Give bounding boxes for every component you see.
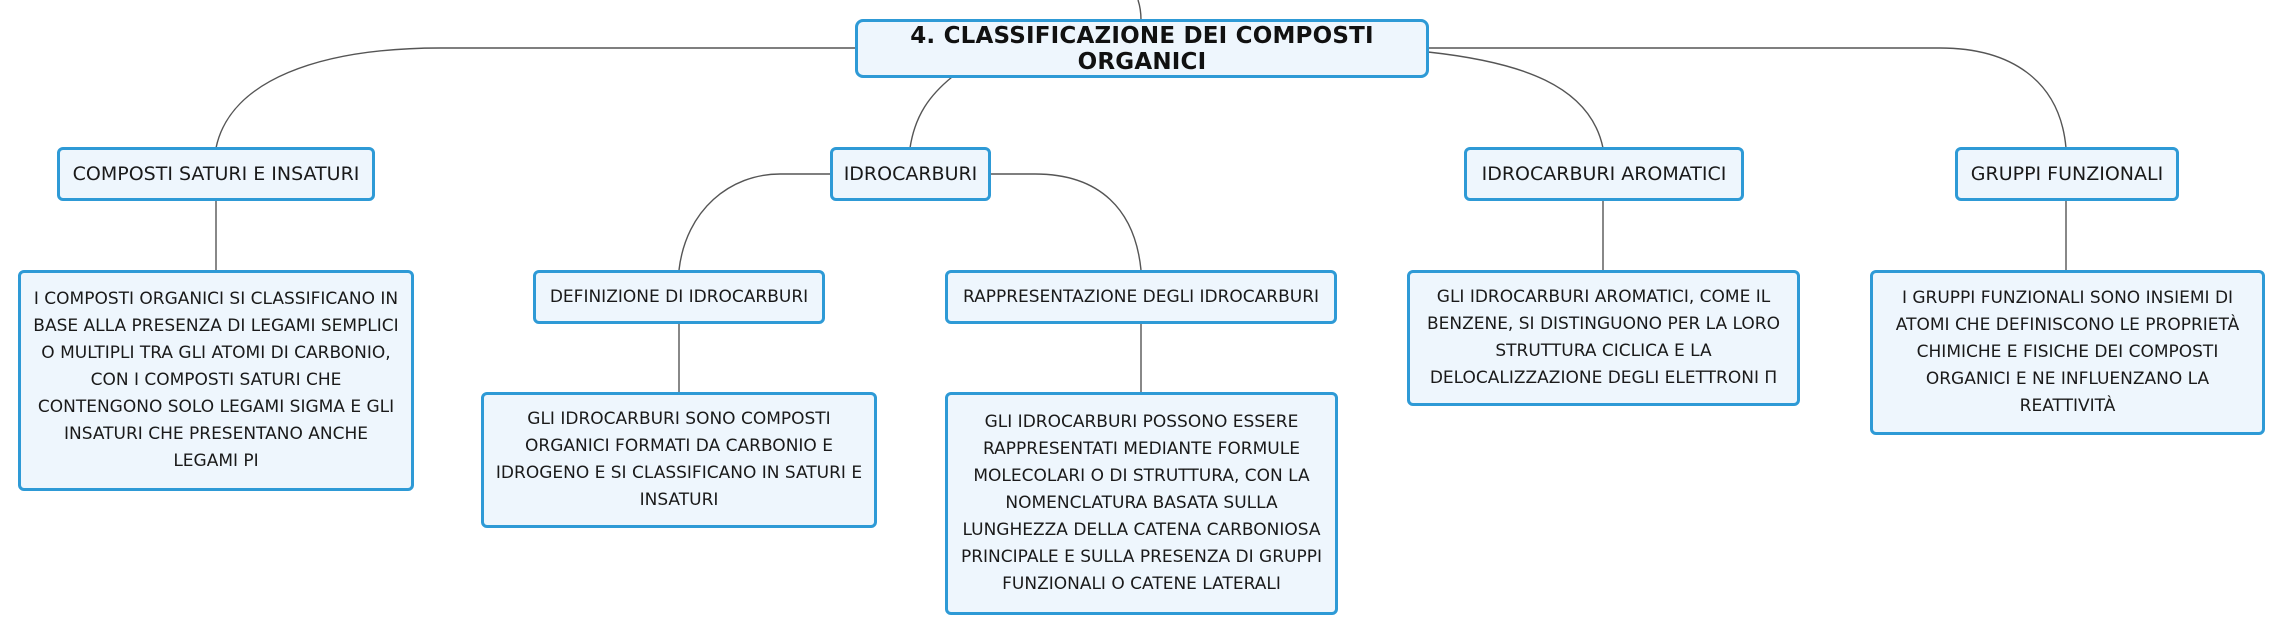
note-definizione-idrocarburi-text: GLI IDROCARBURI SONO COMPOSTI ORGANICI FORMATI DA CARBONIO E IDROGENO E SI CLASSIFICANO IN SATURI E INSATURI [495, 409, 863, 510]
topic-idrocarburi[interactable] [830, 147, 991, 201]
topic-gruppi-funzionali[interactable] [1955, 147, 2179, 201]
note-definizione-idrocarburi[interactable] [481, 392, 877, 528]
topic-idrocarburi-aromatici[interactable] [1464, 147, 1744, 201]
subtopic-rappresentazione-idrocarburi-label: RAPPRESENTAZIONE DEGLI IDROCARBURI [962, 287, 1320, 307]
topic-idrocarburi-aromatici-label: IDROCARBURI AROMATICI [1481, 163, 1727, 185]
note-gruppi-funzionali[interactable] [1870, 270, 2265, 435]
connector-root-to-composti-saturi [216, 48, 858, 148]
note-rappresentazione-idrocarburi-text: GLI IDROCARBURI POSSONO ESSERE RAPPRESENTATI MEDIANTE FORMULE MOLECOLARI O DI STRUTTURA, CON LA NOMENCLATURA BASATA SULLA LUNGHEZZA DELLA CATENA CARBONIOSA PRINCIPALE E SULLA PRESENZA DI GRUPPI FUNZIONALI O CATENE LATERALI [960, 412, 1323, 594]
connector-idrocarburi-to-rappresentazione [988, 174, 1141, 270]
subtopic-definizione-idrocarburi-label: DEFINIZIONE DI IDROCARBURI [549, 287, 809, 307]
connector-root-to-idrocarburi [910, 77, 952, 148]
connector-idrocarburi-to-definizione [679, 174, 832, 270]
subtopic-definizione-idrocarburi[interactable] [533, 270, 825, 324]
connector-root-to-gruppi [1428, 48, 2066, 148]
note-idrocarburi-aromatici[interactable] [1407, 270, 1800, 406]
topic-composti-saturi-insaturi[interactable] [57, 147, 375, 201]
root-topic[interactable] [855, 19, 1429, 78]
connector-parent-to-root [1138, 0, 1141, 20]
topic-composti-saturi-insaturi-label: COMPOSTI SATURI E INSATURI [72, 163, 360, 185]
note-gruppi-funzionali-text: I GRUPPI FUNZIONALI SONO INSIEMI DI ATOMI CHE DEFINISCONO LE PROPRIETÀ CHIMICHE E FISICHE DEI COMPOSTI ORGANICI E NE INFLUENZANO LA REATTIVITÀ [1895, 288, 2240, 416]
connector-root-to-aromatici [1428, 52, 1603, 148]
note-rappresentazione-idrocarburi[interactable] [945, 392, 1338, 615]
note-idrocarburi-aromatici-text: GLI IDROCARBURI AROMATICI, COME IL BENZENE, SI DISTINGUONO PER LA LORO STRUTTURA CICLICA E LA DELOCALIZZAZIONE DEGLI ELETTRONI Π [1426, 287, 1781, 388]
root-topic-label: 4. CLASSIFICAZIONE DEI COMPOSTI ORGANICI [910, 22, 1374, 75]
subtopic-rappresentazione-idrocarburi[interactable] [945, 270, 1337, 324]
note-composti-saturi-insaturi-text: I COMPOSTI ORGANICI SI CLASSIFICANO IN BASE ALLA PRESENZA DI LEGAMI SEMPLICI O MULTIPLI TRA GLI ATOMI DI CARBONIO, CON I COMPOSTI SATURI CHE CONTENGONO SOLO LEGAMI SIGMA E GLI INSATURI CHE PRESENTANO ANCHE LEGAMI PI [33, 289, 399, 471]
note-composti-saturi-insaturi[interactable] [18, 270, 414, 491]
topic-idrocarburi-label: IDROCARBURI [843, 163, 978, 185]
topic-gruppi-funzionali-label: GRUPPI FUNZIONALI [1970, 163, 2164, 185]
